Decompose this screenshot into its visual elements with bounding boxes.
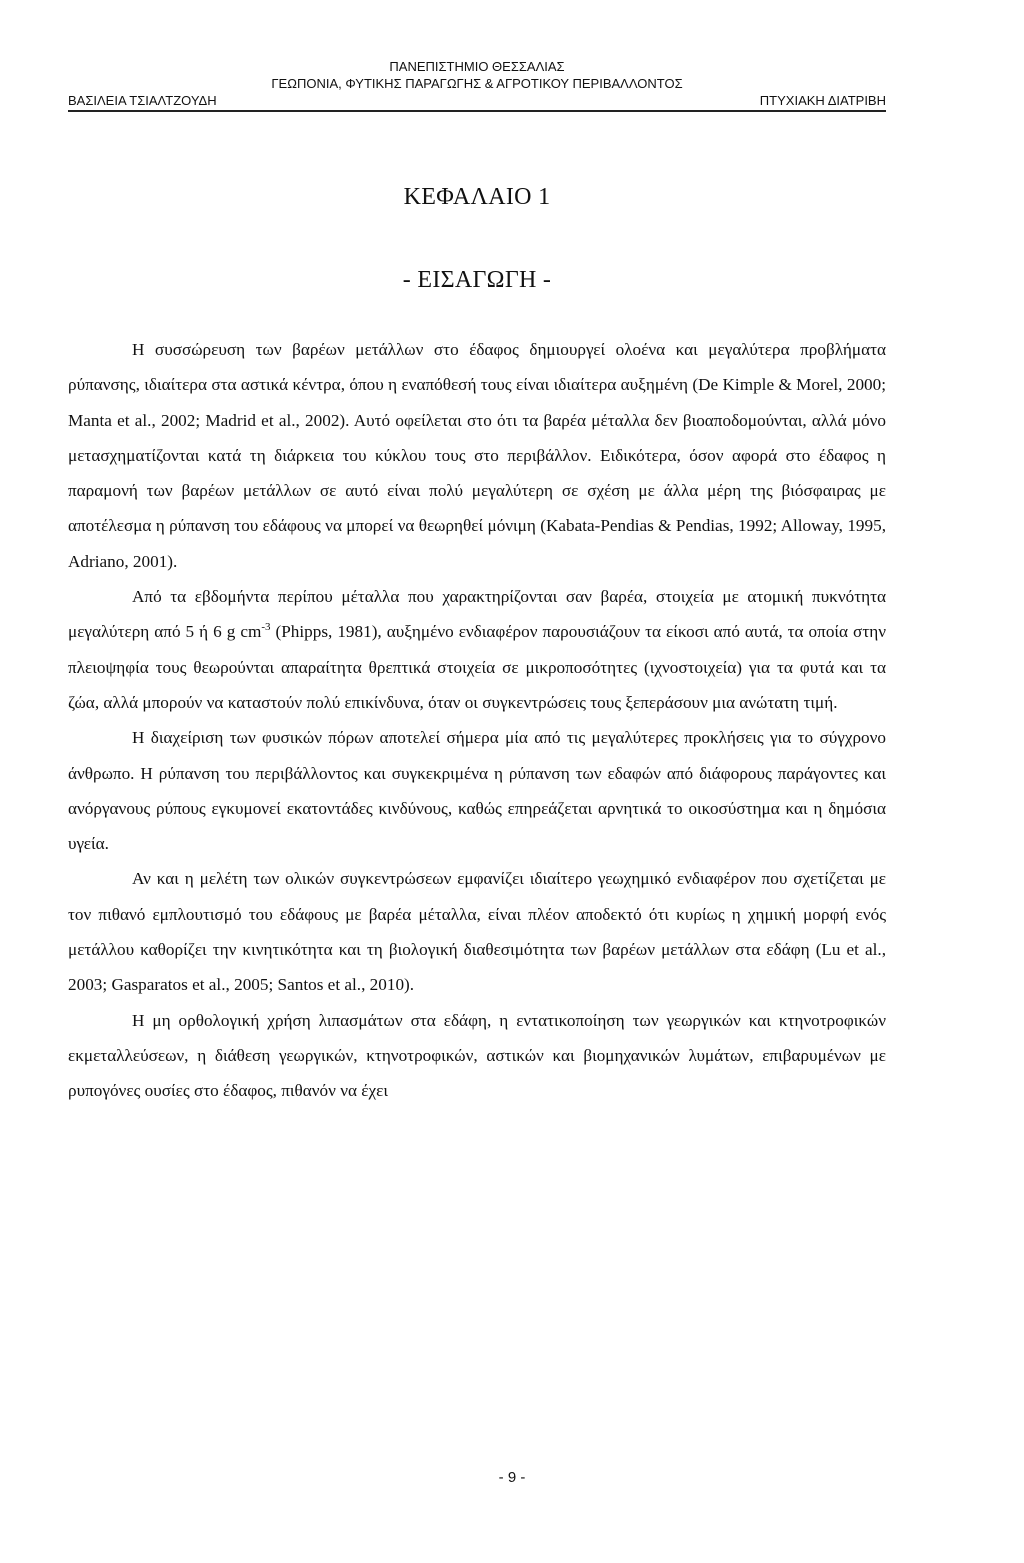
paragraph-2-part-2: (Phipps, 1981), αυξημένο ενδιαφέρον παρουσιάζουν τα είκοσι από αυτά, τα οποία στην πλειοψηφία τους θεωρούνται απαραίτητα θρεπτικά στοιχεία σε μικροποσότητες (ιχνοστοιχεία) για τα φυτά και τα ζώα, αλλά μπορούν να καταστούν πολύ επικίνδυνα, όταν οι συγκεντρώσεις τους ξεπεράσουν μια ανώτατη τιμή. [68,622,886,712]
body-text [68,332,886,1109]
paragraph-2-superscript: -3 [261,621,271,634]
header-department: ΓΕΩΠΟΝΙΑ, ΦΥΤΙΚΗΣ ΠΑΡΑΓΩΓΗΣ & ΑΓΡΟΤΙΚΟΥ ΠΕΡΙΒΑΛΛΟΝΤΟΣ [271,76,683,91]
chapter-title: ΚΕΦΑΛΑΙΟ 1 [403,184,551,210]
running-header [68,58,886,112]
paragraph-4: Αν και η μελέτη των ολικών συγκεντρώσεων εμφανίζει ιδιαίτερο γεωχημικό ενδιαφέρον που σχετίζεται με τον πιθανό εμπλουτισμό του εδάφους με βαρέα μέταλλα, είναι πλέον αποδεκτό ότι κυρίως η χημική μορφή ενός μετάλλου καθορίζει την κινητικότητα και τη βιολογική διαθεσιμότητα των βαρέων μετάλλων στα εδάφη (Lu et al., 2003; Gasparatos et al., 2005; Santos et al., 2010). [68,869,886,995]
header-university: ΠΑΝΕΠΙΣΤΗΜΙΟ ΘΕΣΣΑΛΙΑΣ [389,59,565,74]
header-rule [68,110,886,112]
paragraph-2 [68,579,886,720]
header-bottom-row [68,92,886,109]
chapter-subtitle: - ΕΙΣΑΓΩΓΗ - [402,267,552,293]
paragraph-2-part-1: Από τα εβδομήντα περίπου μέταλλα που χαρακτηρίζονται σαν βαρέα, στοιχεία με ατομική πυκνότητα μεγαλύτερη από 5 ή 6 g cm [68,587,886,642]
paragraph-5: Η μη ορθολογική χρήση λιπασμάτων στα εδάφη, η εντατικοποίηση των γεωργικών και κτηνοτροφικών εκμεταλλεύσεων, η διάθεση γεωργικών, κτηνοτροφικών, αστικών και βιομηχανικών λυμάτων, επιβαρυμένων με ρυπογόνες ουσίες στο έδαφος, πιθανόν να έχει [68,1010,886,1101]
paragraph-3: Η διαχείριση των φυσικών πόρων αποτελεί σήμερα μία από τις μεγαλύτερες προκλήσεις για το σύγχρονο άνθρωπο. Η ρύπανση του περιβάλλοντος και συγκεκριμένα η ρύπανση των εδαφών από διάφορους παράγοντες και ανόργανους ρύπους εγκυμονεί εκατοντάδες κινδύνους, καθώς επηρεάζεται αρνητικά το οικοσύστημα και η δημόσια υγεία. [68,728,886,854]
header-author: ΒΑΣΙΛΕΙΑ ΤΣΙΑΛΤΖΟΥΔΗ [68,93,217,108]
document-page [68,58,886,1109]
page-number: - 9 - [498,1469,526,1486]
paragraph-1: Η συσσώρευση των βαρέων μετάλλων στο έδαφος δημιουργεί ολοένα και μεγαλύτερα προβλήματα ρύπανσης, ιδιαίτερα στα αστικά κέντρα, όπου η εναπόθεσή τους είναι ιδιαίτερα αυξημένη (De Kimple & Morel, 2000; Manta et al., 2002; Madrid et al., 2002). Αυτό οφείλεται στο ότι τα βαρέα μέταλλα δεν βιοαποδομούνται, αλλά μόνο μετασχηματίζονται κατά τη διάρκεια του κύκλου τους στο περιβάλλον. Ειδικότερα, όσον αφορά στο έδαφος η παραμονή των βαρέων μετάλλων σε αυτό είναι πολύ μεγαλύτερη σε σχέση με άλλα μέρη της βιόσφαιρας με αποτέλεσμα η ρύπανση του εδάφους να μπορεί να θεωρηθεί μόνιμη (Kabata-Pendias & Pendias, 1992; Alloway, 1995, Adriano, 2001). [68,340,886,571]
header-doc-type: ΠΤΥΧΙΑΚΗ ΔΙΑΤΡΙΒΗ [759,93,886,108]
